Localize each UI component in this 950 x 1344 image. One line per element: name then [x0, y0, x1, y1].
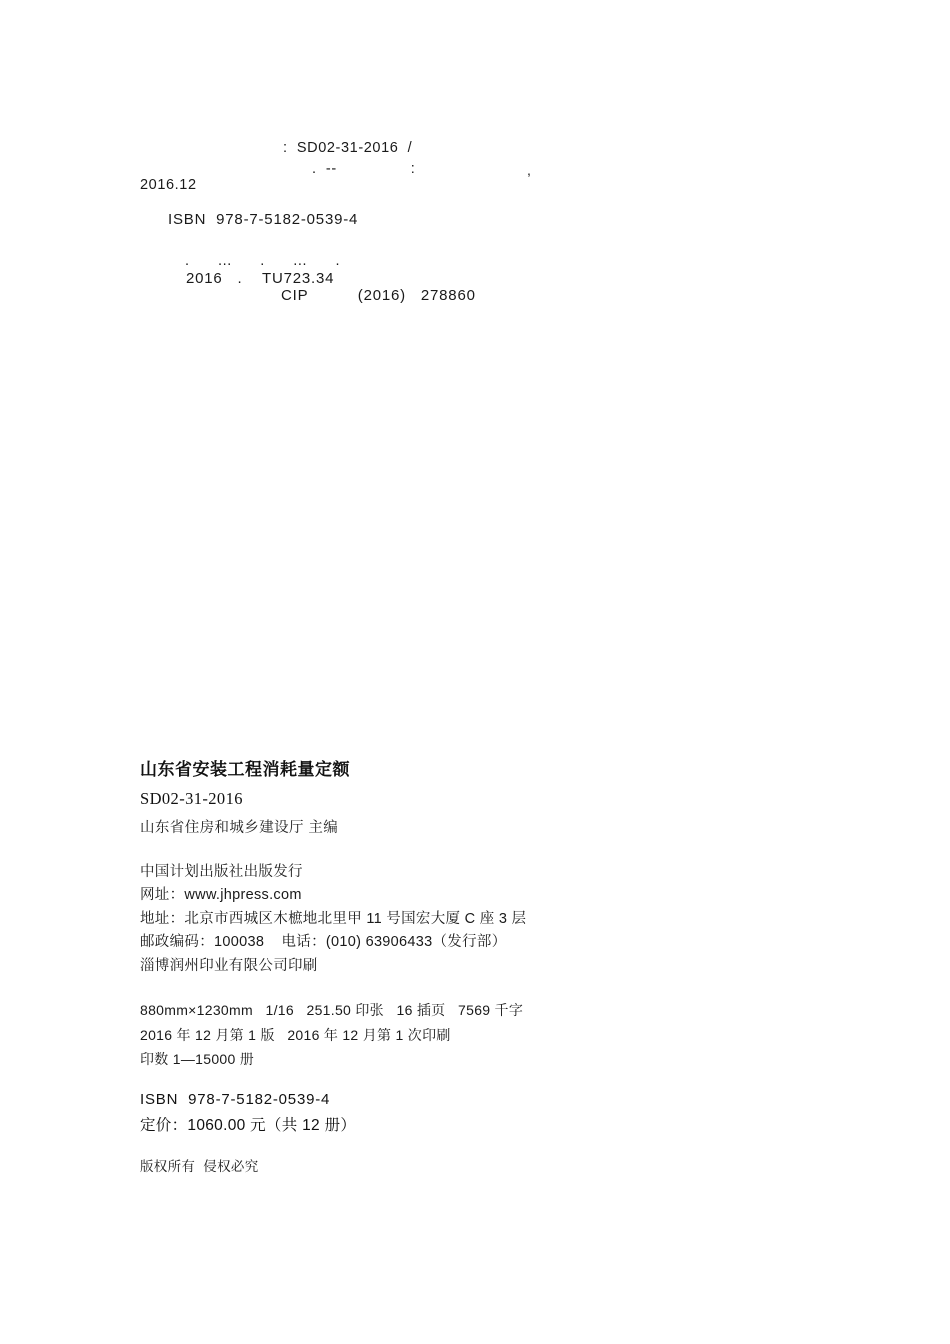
copyright-notice: 版权所有 侵权必究	[140, 1158, 259, 1174]
publisher: 中国计划出版社出版发行	[140, 864, 303, 880]
cip-isbn: ISBN 978-7-5182-0539-4	[168, 211, 359, 228]
print-specification: 880mm×1230mm 1/16 251.50 印张 16 插页 7569 千字	[140, 1002, 524, 1019]
standard-code: SD02-31-2016	[140, 789, 243, 808]
cip-imprint-line: . -- :	[312, 161, 416, 177]
publisher-address: 地址：北京市西城区木樜地北里甲 11 号国宏大厦 C 座 3 层	[140, 910, 527, 927]
cip-date-line: 2016.12	[140, 177, 197, 193]
print-run: 印数 1—15000 册	[140, 1050, 255, 1067]
cip-comma-mark: ,	[527, 162, 531, 178]
cip-ellipsis-line: . … . … .	[185, 253, 341, 269]
cip-classification: 2016 . TU723.34	[186, 270, 335, 287]
postcode-and-phone: 邮政编码：100038 电话：(010) 63906433（发行部）	[140, 934, 507, 951]
price: 定价：1060.00 元（共 12 册）	[140, 1116, 357, 1134]
isbn: ISBN 978-7-5182-0539-4	[140, 1090, 331, 1108]
cip-number: CIP (2016) 278860	[281, 287, 476, 304]
book-title: 山东省安装工程消耗量定额	[140, 760, 350, 779]
publisher-website[interactable]: 网址：www.jhpress.com	[140, 887, 302, 904]
colophon-block	[140, 755, 840, 1175]
cip-title-line: : SD02-31-2016 /	[283, 140, 413, 156]
chief-editor: 山东省住房和城乡建设厅 主编	[140, 820, 339, 836]
printer: 淄博润州印业有限公司印刷	[140, 957, 318, 974]
edition-info: 2016 年 12 月第 1 版 2016 年 12 月第 1 次印刷	[140, 1026, 451, 1043]
